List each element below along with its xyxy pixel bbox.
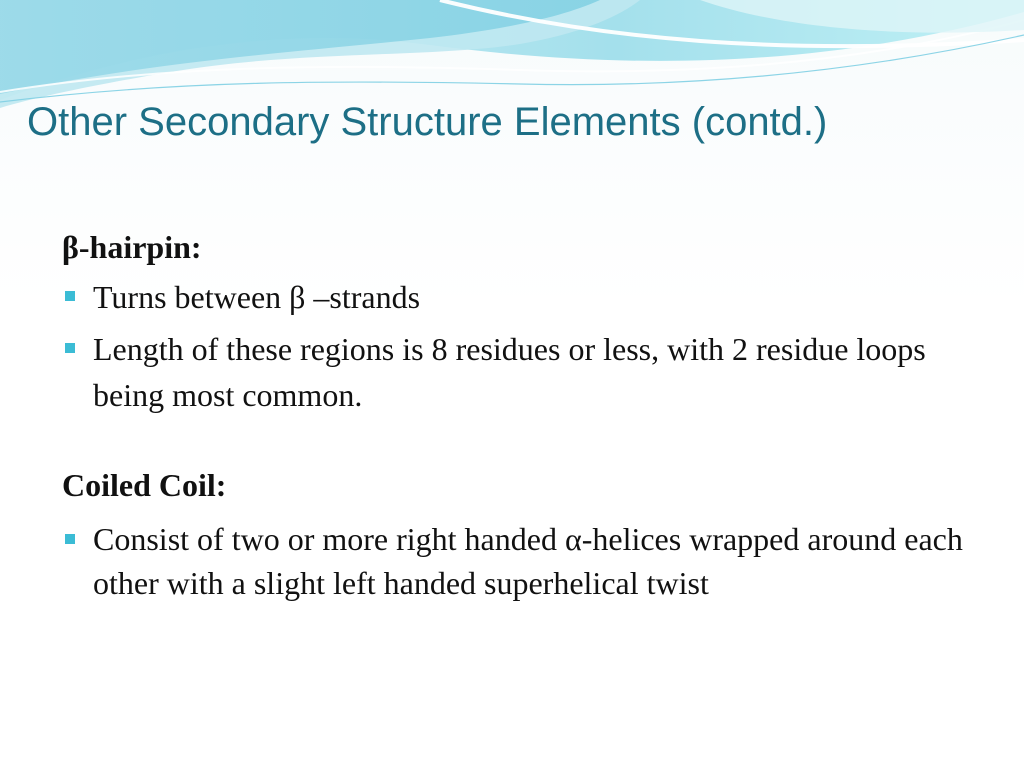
list-item <box>62 274 982 320</box>
slide-content <box>62 228 982 611</box>
bullet-list-coiled-coil <box>62 517 982 605</box>
bullet-text: Length of these regions is 8 residues or less, with 2 residue loops being most common. <box>93 331 926 414</box>
bullet-text: Consist of two or more right handed α-helices wrapped around each other with a slight left handed superhelical twist <box>93 520 963 601</box>
bullet-text: Turns between β –strands <box>93 279 421 316</box>
square-bullet-icon <box>65 343 75 353</box>
list-item <box>62 326 982 418</box>
list-item <box>62 517 982 605</box>
square-bullet-icon <box>65 291 75 301</box>
section-heading-beta-hairpin: β-hairpin: <box>62 229 202 265</box>
bullet-list-beta-hairpin <box>62 274 982 418</box>
slide-title: Other Secondary Structure Elements (contd.) <box>27 100 828 144</box>
section-heading-coiled-coil: Coiled Coil: <box>62 467 227 504</box>
square-bullet-icon <box>65 534 75 544</box>
